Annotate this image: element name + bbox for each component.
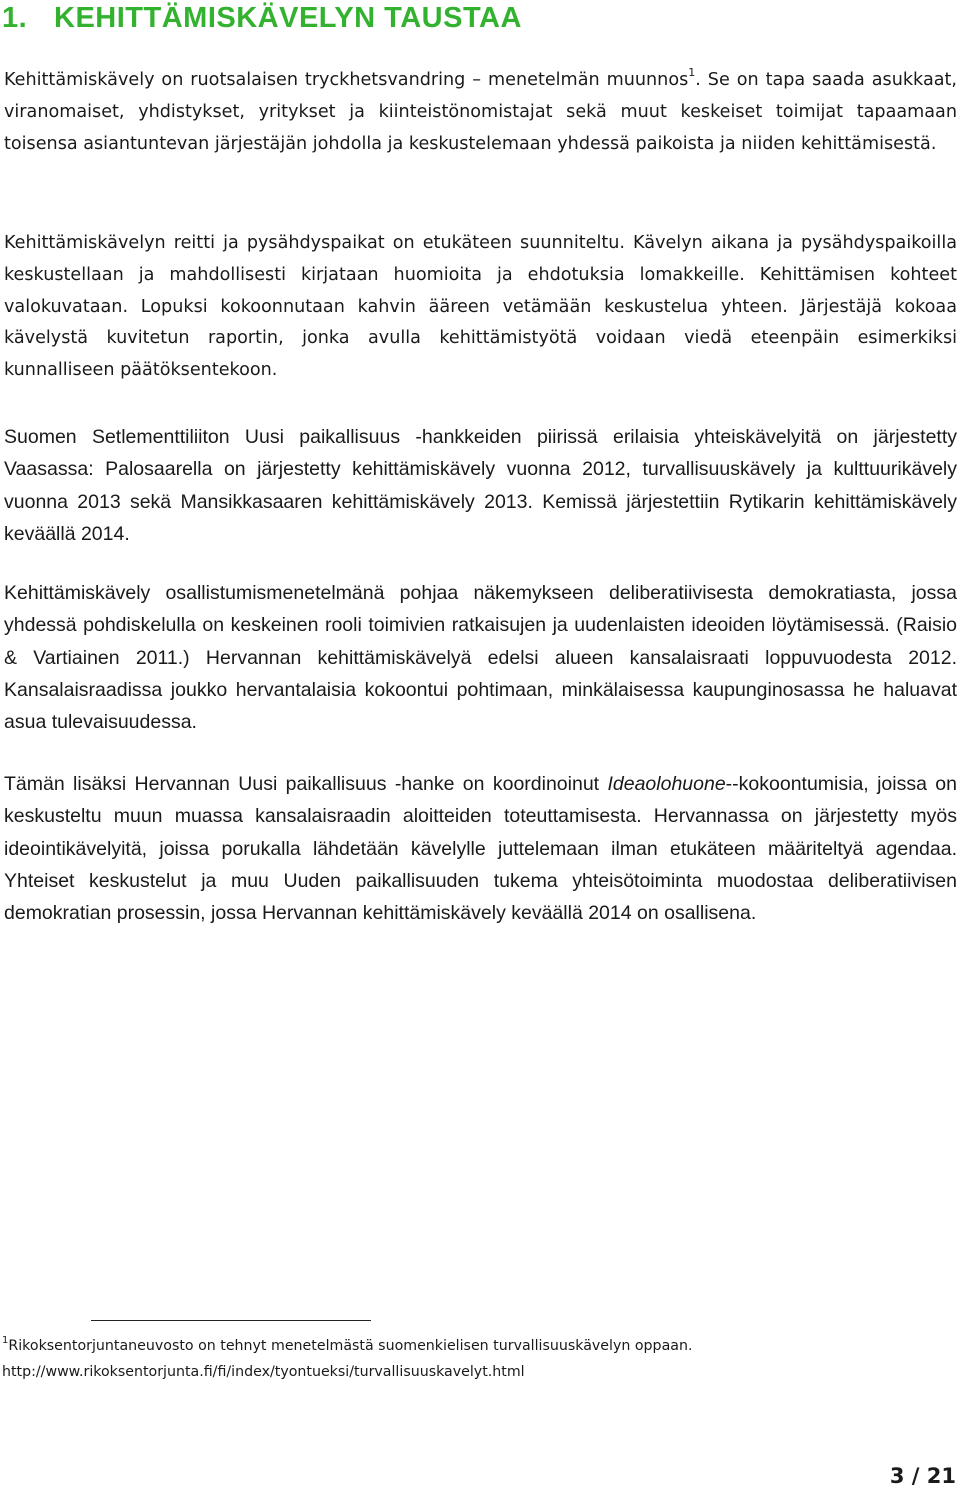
paragraph-2-text: Kehittämiskävelyn reitti ja pysähdyspaikat on etukäteen suunniteltu. Kävelyn aikana ja pysähdyspaikoilla keskustellaan ja mahdollisesti kirjataan huomioita ja ehdotuksia lomakkeille. Kehittämisen kohteet valokuvataan. Lopuksi kokoonnutaan kahvin ääreen vetämään keskustelua yhteen. Järjestäjä kokoaa kävelystä kuvitetun raportin, jonka avulla kehittämistyötä voidaan viedä eteenpäin esimerkiksi kunnalliseen päätöksentekoon. [4,233,957,381]
paragraph-1-text-end: . Se on tapa saada asukkaat, viranomaiset, yhdistykset, yritykset ja kiinteistönomistajat sekä muut keskeiset toimijat tapaamaan toisensa asiantuntevan järjestäjän johdolla ja keskustelemaan yhdessä paikoista ja niiden kehittämisestä. [4,70,957,154]
section-title: KEHITTÄMISKÄVELYN TAUSTAA [54,2,522,34]
footnote-reference[interactable]: 1 [688,66,696,79]
paragraph-4 [4,577,957,738]
paragraph-1 [4,65,957,160]
footnote [2,1333,957,1385]
footnote-separator [91,1320,371,1321]
paragraph-2 [4,228,957,387]
paragraph-3-text: Suomen Setlementtiliiton Uusi paikallisuus -hankkeiden piirissä erilaisia yhteiskävelyitä on järjestetty Vaasassa: Palosaarella on järjestetty kehittämiskävely vuonna 2012, turvallisuuskävely ja kulttuurikävely vuonna 2013 sekä Mansikkasaaren kehittämiskävely 2013. Kemissä järjestettiin Rytikarin kehittämiskävely keväällä 2014. [4,426,957,545]
ideaolohuone-term: Ideaolohuone [607,773,726,795]
paragraph-1-text-start: Kehittämiskävely on ruotsalaisen tryckhetsvandring – menetelmän muunnos [4,70,689,90]
paragraph-4-text: Kehittämiskävely osallistumismenetelmänä pohjaa näkemykseen deliberatiivisesta demokratiasta, jossa yhdessä pohdiskelulla on keskeinen rooli toimivien ratkaisujen ja uudenlaisten ideoiden löytämisessä. (Raisio & Vartiainen 2011.) Hervannan kehittämiskävelyä edelsi alueen kansalaisraati loppuvuodesta 2012. Kansalaisraadissa joukko hervantalaisia kokoontui pohtimaan, minkälaisessa kaupunginosassa he haluavat asua tulevaisuudessa. [4,582,957,734]
footnote-text: Rikoksentorjuntaneuvosto on tehnyt menetelmästä suomenkielisen turvallisuuskävelyn oppaan. [8,1338,693,1354]
paragraph-5-text-start: Tämän lisäksi Hervannan Uusi paikallisuus -hanke on koordinoinut [4,773,608,795]
paragraph-5 [4,768,957,929]
page-number: 3 / 21 [889,1464,956,1488]
paragraph-5-text-end: --kokoontumisia, joissa on keskusteltu muun muassa kansalaisraadin aloitteiden toteuttamisesta. Hervannassa on järjestetty myös ideointikävelyitä, joissa porukalla lähdetään kävelylle juttelemaan ilman etukäteen määriteltyä agendaa. Yhteiset keskustelut ja muu Uuden paikallisuuden tukema yhteisötoiminta muodostaa deliberatiivisen demokratian prosessin, jossa Hervannan kehittämiskävely keväällä 2014 on osallisena. [4,773,957,925]
section-heading [2,0,522,36]
footnote-marker: 1 [2,1335,9,1346]
footnote-link[interactable]: http://www.rikoksentorjunta.fi/fi/index/tyontueksi/turvallisuuskavelyt.html [2,1364,525,1380]
paragraph-3 [4,421,957,550]
section-number: 1. [2,2,28,34]
